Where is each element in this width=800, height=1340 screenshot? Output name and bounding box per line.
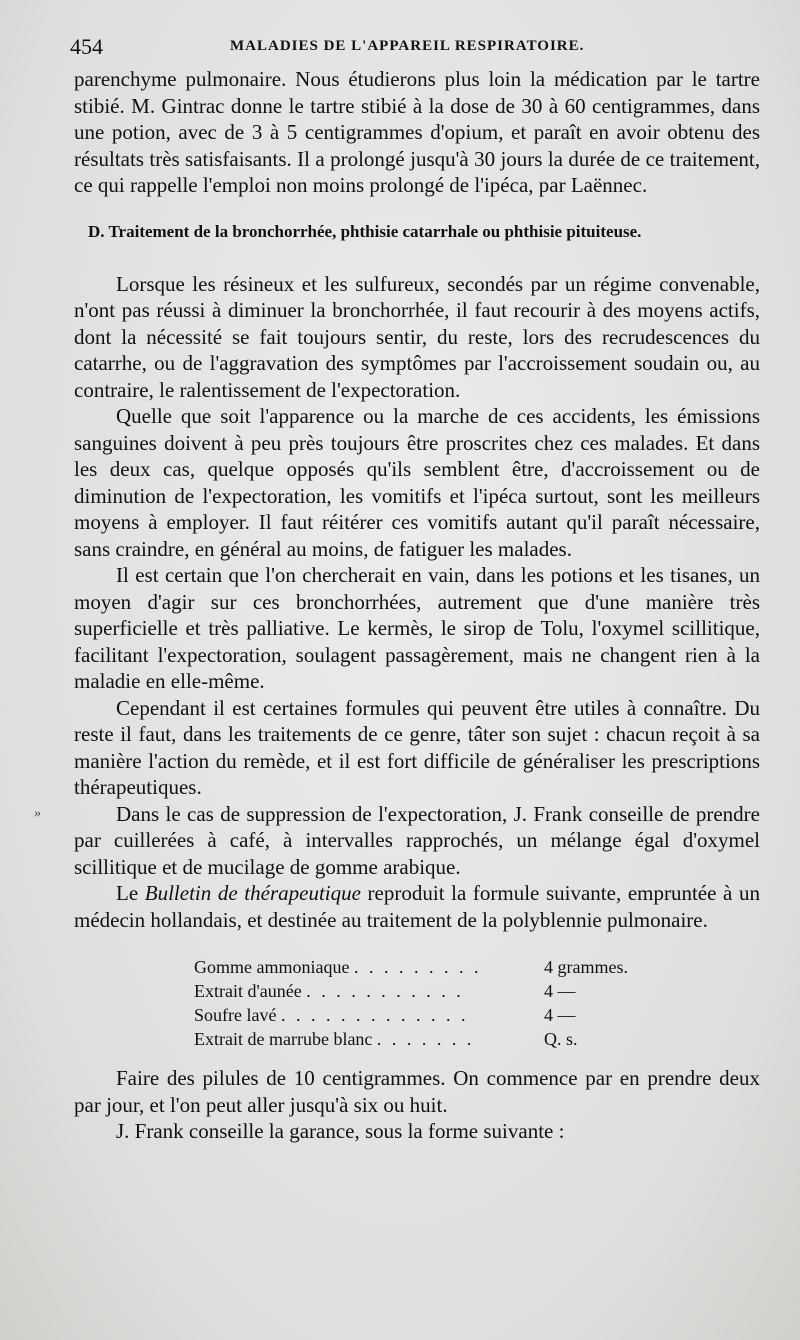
formula-row [194, 1003, 674, 1027]
journal-title: Bulletin de thérapeutique [144, 881, 361, 905]
paragraph-6: Dans le cas de suppression de l'expectoration, J. Frank conseille de prendre par cuillerées à café, à intervalles rapprochés, un mélange égal d'oxymel scillitique et de mucilage de gomme arabique. [74, 801, 760, 879]
paragraph-7 [74, 880, 760, 933]
formula-row [194, 979, 674, 1003]
formula-row [194, 1027, 674, 1051]
formula-row [194, 955, 674, 979]
quantity: 4 grammes. [544, 957, 628, 977]
leader-dots: . . . . . . . . . . . [306, 981, 464, 1001]
formula-table [194, 955, 674, 1051]
margin-mark: » [34, 806, 41, 821]
ingredient: Gomme ammoniaque [194, 957, 350, 977]
leader-dots: . . . . . . . [376, 1029, 475, 1049]
ingredient: Extrait de marrube blanc [194, 1029, 373, 1049]
paragraph-7-end: reproduit la formule suivante, empruntée à un médecin hollandais, et destinée au traitement de la polyblennie pulmonaire. [74, 881, 760, 932]
section-title: D. Traitement de la bronchorrhée, phthisie catarrhale ou phthisie pituiteuse. [88, 221, 642, 241]
paragraph-4: Il est certain que l'on chercherait en vain, dans les potions et les tisanes, un moyen d'agir sur ces bronchorrhées, autrement que d'une manière très superficielle et très palliative. Le kermès, le sirop de Tolu, l'oxymel scillitique, facilitant l'expectoration, soulagent passagèrement, mais ne changent rien à la maladie en elle-même. [74, 563, 760, 693]
page-number: 454 [70, 34, 103, 59]
paragraph-8: Faire des pilules de 10 centigrammes. On commence par en prendre deux par jour, et l'on peut aller jusqu'à six ou huit. [74, 1066, 760, 1117]
leader-dots: . . . . . . . . . [353, 957, 482, 977]
ingredient: Soufre lavé [194, 1005, 277, 1025]
page-header [70, 34, 760, 60]
paragraph-9: J. Frank conseille la garance, sous la forme suivante : [116, 1119, 565, 1143]
quantity: 4 — [544, 981, 576, 1001]
paragraph-3: Quelle que soit l'apparence ou la marche de ces accidents, les émissions sanguines doivent à peu près toujours être proscrites chez ces malades. Et dans les deux cas, quelque opposés qu'ils semblent être, d'accroissement ou de diminution de l'expectoration, les vomitifs et l'ipéca surtout, sont les meilleurs moyens à employer. Il faut réitérer ces vomitifs autant qu'il paraît nécessaire, sans craindre, en général au moins, de fatiguer les malades. [74, 404, 760, 561]
ingredient: Extrait d'aunée [194, 981, 302, 1001]
paragraph-5: Cependant il est certaines formules qui peuvent être utiles à connaître. Du reste il faut, dans les traitements de ce genre, tâter son sujet : chacun reçoit à sa manière l'action du remède, et il est fort difficile de généraliser les prescriptions thérapeutiques. [74, 695, 760, 799]
leader-dots: . . . . . . . . . . . . . [280, 1005, 469, 1025]
paragraph-1: parenchyme pulmonaire. Nous étudierons plus loin la médication par le tartre stibié. M. Gintrac donne le tartre stibié à la dose de 30 à 60 centigrammes, dans une potion, avec de 3 à 5 centigrammes d'opium, et paraît en avoir obtenu des résultats très satisfaisants. Il a prolongé jusqu'à 30 jours la durée de ce traitement, ce qui rappelle l'emploi non moins prolongé de l'ipéca, par Laënnec. [74, 67, 760, 197]
quantity: Q. s. [544, 1029, 578, 1049]
paragraph-2: Lorsque les résineux et les sulfureux, secondés par un régime convenable, n'ont pas réussi à diminuer la bronchorrhée, il faut recourir à des moyens actifs, dont la nécessité se fait toujours sentir, du reste, lors des recrudescences du catarrhe, ou de l'aggravation des symptômes par l'accroissement soudain ou, au contraire, le ralentissement de l'expectoration. [74, 271, 760, 402]
body-text [74, 66, 760, 1145]
quantity: 4 — [544, 1005, 576, 1025]
paragraph-7-start: Le [116, 881, 145, 905]
running-title: MALADIES DE L'APPAREIL RESPIRATOIRE. [230, 38, 585, 54]
